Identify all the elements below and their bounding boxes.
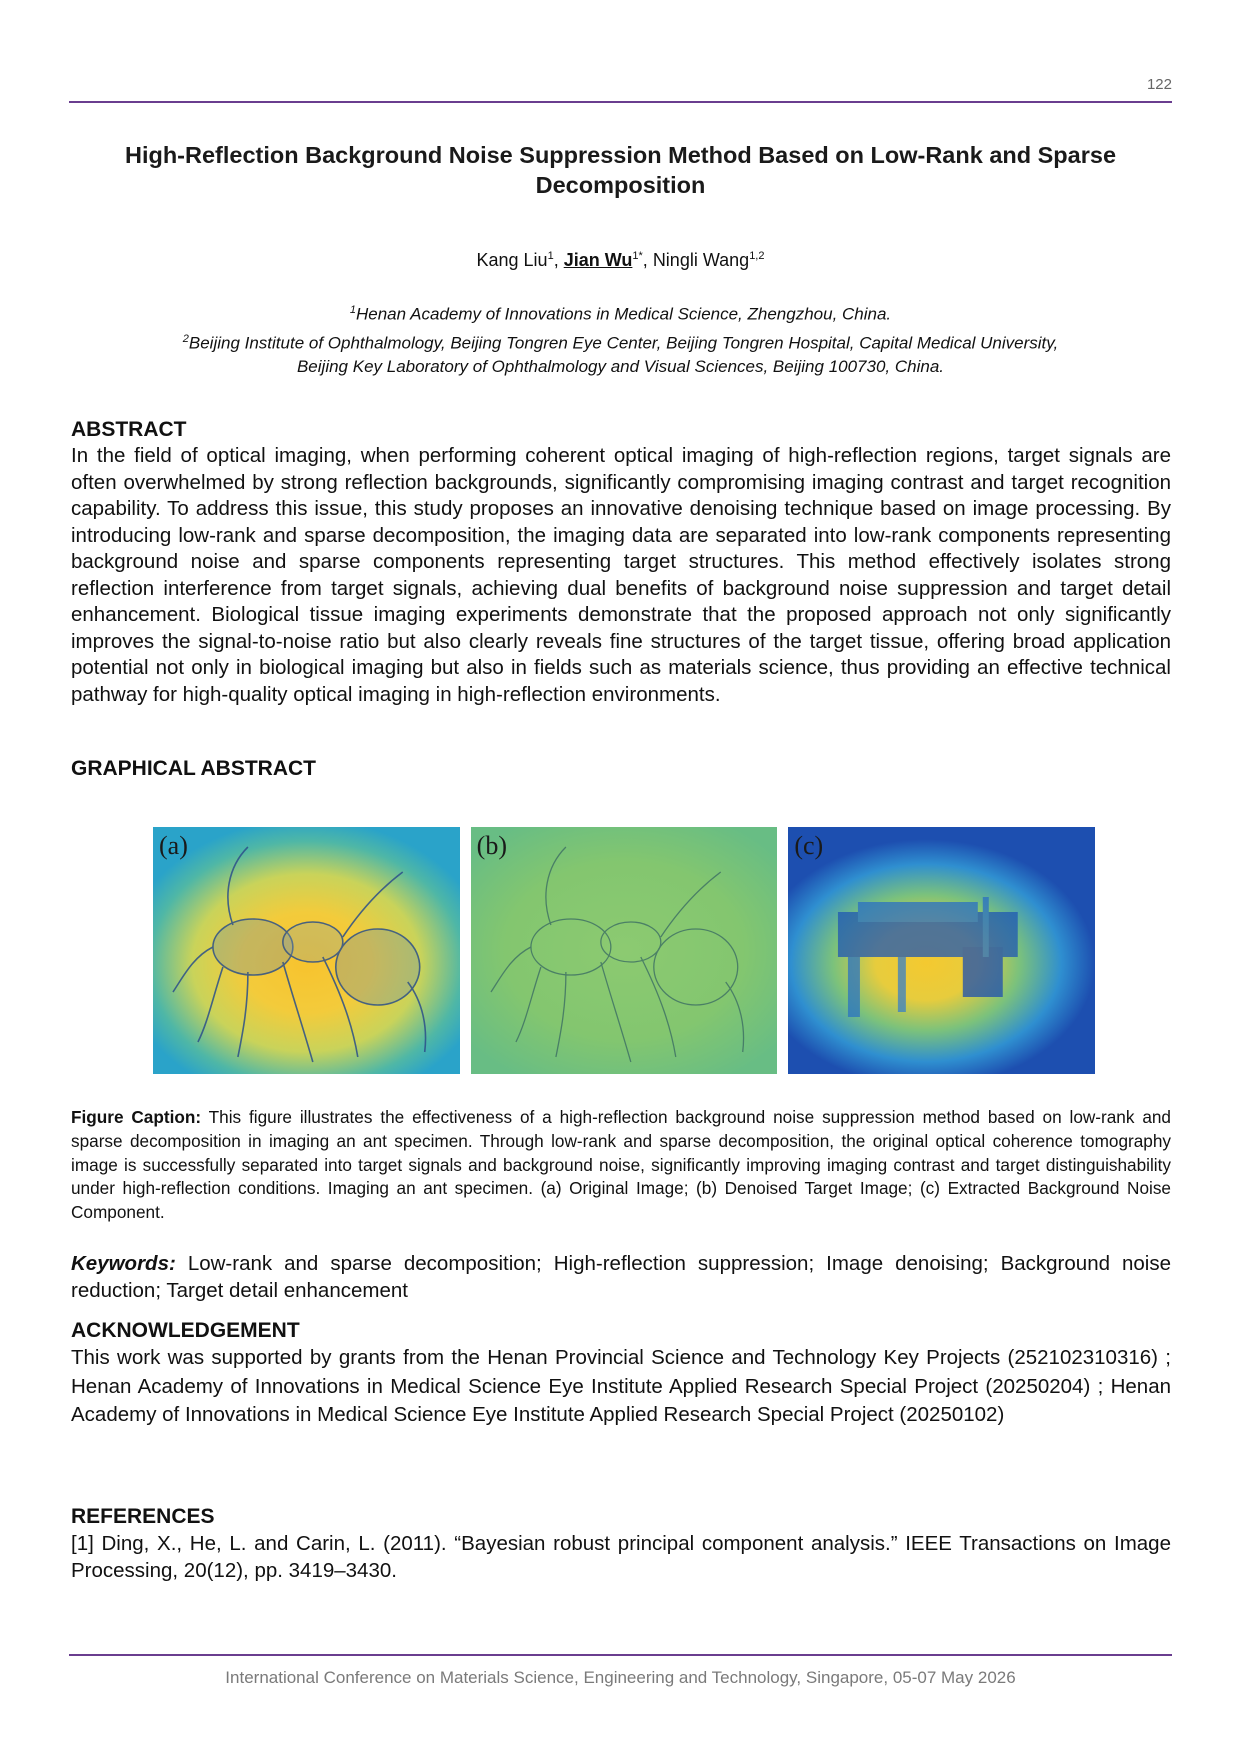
author-name: Kang Liu [476,250,548,270]
figure-caption [71,1106,1171,1225]
affiliation-mark: 1 [349,304,356,316]
author-affiliation-mark: 1* [632,250,643,262]
affiliation-text: Beijing Institute of Ophthalmology, Beijing Tongren Eye Center, Beijing Tongren Hospital, Capital Medical University, [188,333,1059,353]
figure-panel-background-noise [788,827,1095,1074]
affiliation-line [69,298,1172,327]
caption-text: This figure illustrates the effectiveness of a high-reflection background noise suppression method based on low-rank and sparse decomposition in imaging an ant specimen. Through low-rank and sparse decomposition, the original optical coherence tomography image is successfully separated into target signals and background noise, significantly improving imaging contrast and target distinguishability under high-reflection conditions. Imaging an ant specimen. (a) Original Image; (b) Denoised Target Image; (c) Extracted Background Noise Component. [71,1107,1171,1223]
paper-title [90,140,1151,200]
acknowledgement-heading: ACKNOWLEDGEMENT [71,1319,300,1342]
author-name: Ningli Wang [652,250,750,270]
figure-panel-original [153,827,460,1074]
panel-label-a: (a) [159,831,188,860]
author-separator: , [553,250,564,270]
caption-label: Figure Caption: [71,1107,202,1127]
keywords-label: Keywords: [71,1252,176,1275]
header-rule [69,101,1172,103]
page-number: 122 [1146,76,1172,93]
keywords [71,1250,1171,1304]
abstract-text: In the field of optical imaging, when performing coherent optical imaging of high-reflection regions, target signals are often overwhelmed by strong reflection backgrounds, significantly compromising imaging contrast and target recognition capability. To address this issue, this study proposes an innovative denoising technique based on image processing. By introducing low-rank and sparse decomposition, the imaging data are separated into low-rank components representing background noise and sparse components representing target structures. This method effectively isolates strong reflection interference from target signals, achieving dual benefits of background noise suppression and target detail enhancement. Biological tissue imaging experiments demonstrate that the proposed approach not only significantly improves the signal-to-noise ratio but also clearly reveals fine structures of the target tissue, offering broad application potential not only in biological imaging but also in fields such as materials science, thus providing an effective technical pathway for high-quality optical imaging in high-reflection environments. [71,444,1171,706]
graphical-abstract-figure [153,827,1095,1074]
affiliation-text: Henan Academy of Innovations in Medical Science, Zhengzhou, China. [355,304,892,324]
author-separator: , [642,250,653,270]
ant-image-original [153,827,460,1074]
references-heading: REFERENCES [71,1505,215,1528]
figure-panel-denoised [471,827,778,1074]
reference-item: [1] Ding, X., He, L. and Carin, L. (2011). “Bayesian robust principal component analysis.” IEEE Transactions on Image Processing, 20(12), pp. 3419–3430. [71,1532,1171,1582]
panel-label-c: (c) [794,831,824,860]
author-list [69,250,1172,271]
author-affiliation-mark: 1,2 [749,250,765,262]
affiliation-text: Beijing Key Laboratory of Ophthalmology and Visual Sciences, Beijing 100730, China. [296,357,945,377]
acknowledgement-text: This work was supported by grants from the Henan Provincial Science and Technology Key Projects (252102310316) ; Henan Academy of Innovations in Medical Science Eye Institute Applied Research Special Project (20250204) ; Henan Academy of Innovations in Medical Science Eye Institute Applied Research Special Project (20250102) [71,1346,1171,1426]
footer-rule [69,1654,1172,1656]
panel-label-b: (b) [476,831,507,860]
conference-footer: International Conference on Materials Science, Engineering and Technology, Singapore, 05-07 May 2026 [225,1668,1016,1687]
ant-image-denoised [471,827,778,1074]
affiliation-line [69,327,1172,356]
title-line-1: High-Reflection Background Noise Suppression Method Based on Low-Rank and Sparse [124,142,1117,168]
keywords-text: Low-rank and sparse decomposition; High-reflection suppression; Image denoising; Background noise reduction; Target detail enhancement [71,1252,1171,1302]
author-affiliation-mark: 1 [547,250,554,262]
abstract-heading: ABSTRACT [71,418,187,441]
corresponding-author-name: Jian Wu [563,250,633,270]
affiliation-list [69,298,1172,379]
graphical-abstract-heading: GRAPHICAL ABSTRACT [71,757,316,780]
title-line-2: Decomposition [535,172,706,198]
affiliation-line [69,355,1172,379]
affiliation-mark: 2 [182,332,189,345]
background-noise-image [788,827,1095,1074]
